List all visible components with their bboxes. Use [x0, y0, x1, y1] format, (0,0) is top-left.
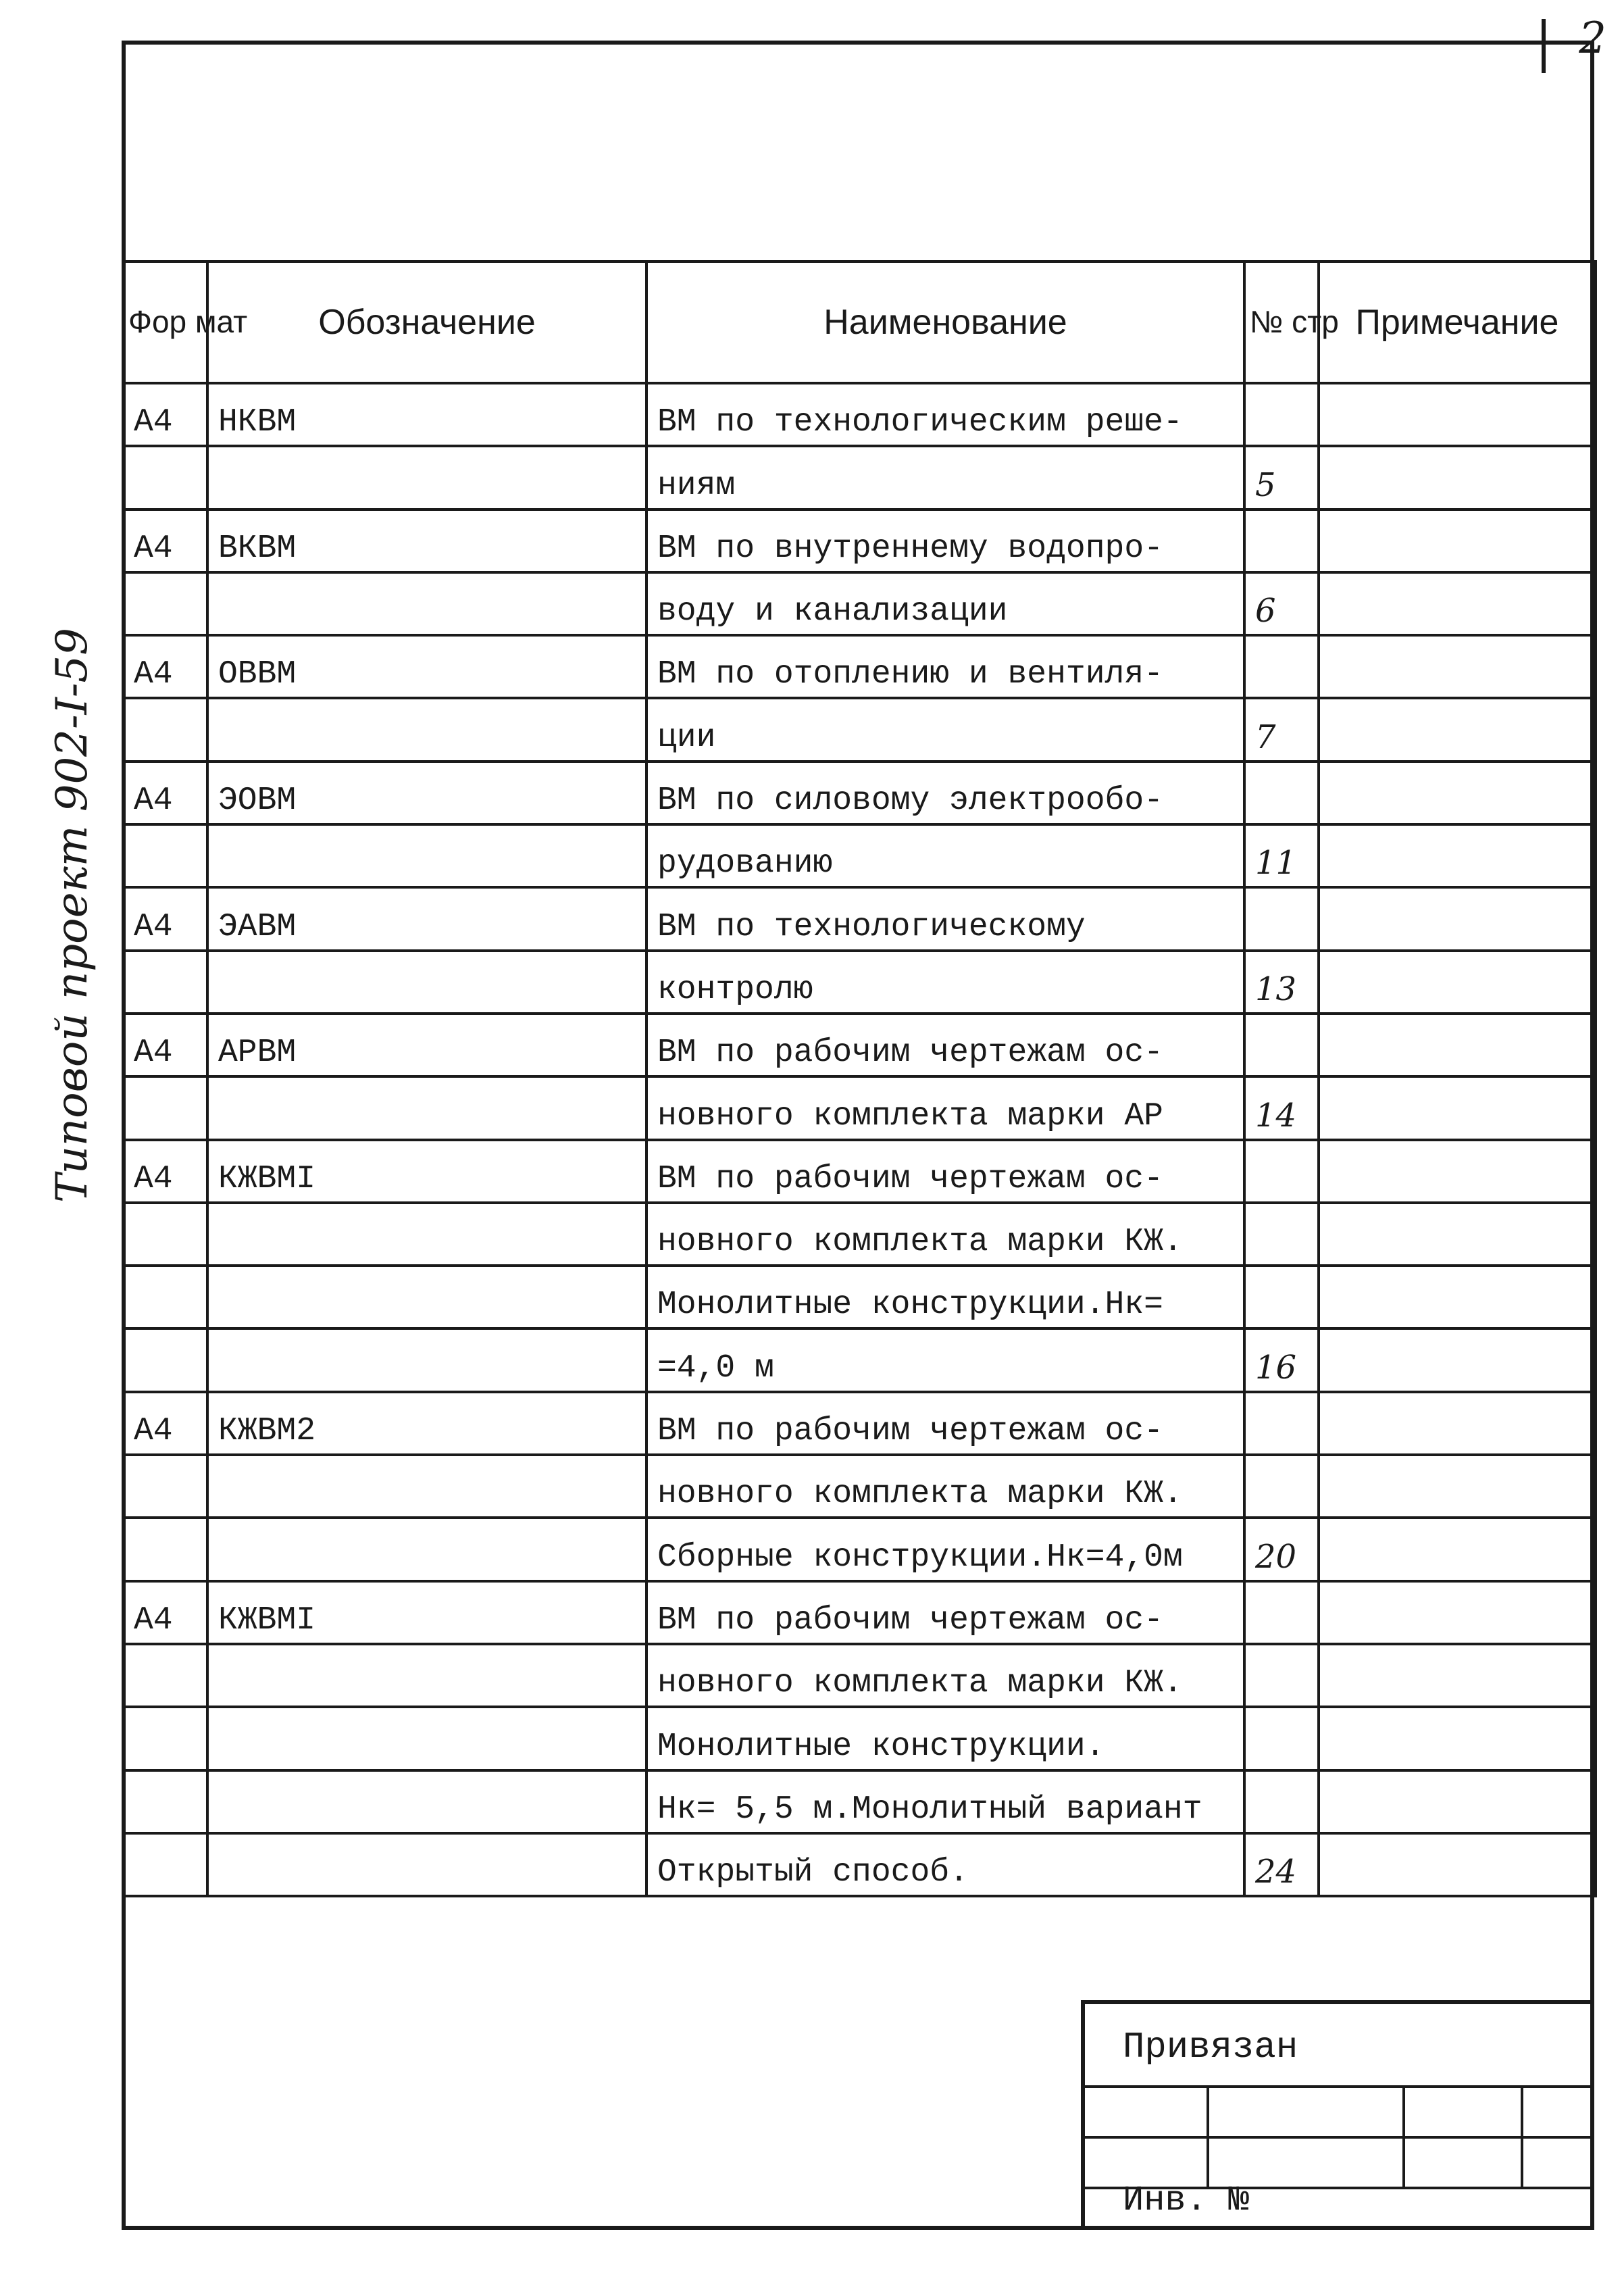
table-row	[123, 1140, 1596, 1203]
cell-designation	[207, 1707, 646, 1770]
cell-format: А4	[123, 1392, 207, 1455]
cell-designation	[207, 1266, 646, 1328]
header-note: Примечание	[1319, 262, 1596, 383]
cell-name: рудованию	[646, 824, 1244, 887]
table-row	[123, 446, 1596, 509]
cell-name: ВМ по рабочим чертежам ос-	[646, 1581, 1244, 1644]
cell-note	[1319, 762, 1596, 824]
cell-format	[123, 1266, 207, 1328]
cell-designation	[207, 1518, 646, 1580]
table-row	[123, 1455, 1596, 1518]
table-row	[123, 1707, 1596, 1770]
table-row	[123, 1581, 1596, 1644]
cell-designation	[207, 1455, 646, 1518]
table-row	[123, 1203, 1596, 1266]
cell-page: 11	[1244, 824, 1319, 887]
cell-format: А4	[123, 762, 207, 824]
cell-page	[1244, 1770, 1319, 1833]
cell-page	[1244, 1455, 1319, 1518]
table-row	[123, 887, 1596, 950]
cell-page: 20	[1244, 1518, 1319, 1580]
cell-name: ВМ по рабочим чертежам ос-	[646, 1140, 1244, 1203]
cell-designation: ВКВМ	[207, 509, 646, 572]
cell-format	[123, 698, 207, 761]
cell-designation: КЖВМ2	[207, 1392, 646, 1455]
cell-name: Нк= 5,5 м.Монолитный вариант	[646, 1770, 1244, 1833]
header-format: Фор мат	[123, 262, 207, 383]
cell-name: ВМ по внутреннему водопро-	[646, 509, 1244, 572]
cell-note	[1319, 1518, 1596, 1580]
cell-page: 13	[1244, 951, 1319, 1014]
cell-name: новного комплекта марки КЖ.	[646, 1455, 1244, 1518]
cell-format: А4	[123, 1140, 207, 1203]
cell-name: новного комплекта марки КЖ.	[646, 1203, 1244, 1266]
cell-designation: ОВВМ	[207, 635, 646, 698]
cell-format	[123, 824, 207, 887]
cell-designation	[207, 1644, 646, 1707]
cell-note	[1319, 1076, 1596, 1139]
cell-note	[1319, 1581, 1596, 1644]
cell-designation	[207, 1076, 646, 1139]
cell-page	[1244, 383, 1319, 446]
cell-name: ВМ по рабочим чертежам ос-	[646, 1014, 1244, 1076]
cell-page: 24	[1244, 1833, 1319, 1896]
header-designation: Обозначение	[207, 262, 646, 383]
stamp-title: Привязан	[1123, 2027, 1298, 2068]
table-row	[123, 762, 1596, 824]
cell-note	[1319, 1770, 1596, 1833]
cell-note	[1319, 951, 1596, 1014]
specification-table	[122, 260, 1597, 1897]
table-row	[123, 1014, 1596, 1076]
cell-name: Сборные конструкции.Нк=4,0м	[646, 1518, 1244, 1580]
cell-format	[123, 1455, 207, 1518]
cell-page: 16	[1244, 1328, 1319, 1391]
cell-designation: НКВМ	[207, 383, 646, 446]
cell-page	[1244, 635, 1319, 698]
cell-format	[123, 1076, 207, 1139]
cell-page	[1244, 1266, 1319, 1328]
cell-name: ВМ по рабочим чертежам ос-	[646, 1392, 1244, 1455]
cell-page	[1244, 887, 1319, 950]
cell-page	[1244, 762, 1319, 824]
cell-format: А4	[123, 383, 207, 446]
cell-designation	[207, 572, 646, 635]
cell-note	[1319, 1833, 1596, 1896]
stamp-line	[1085, 2085, 1590, 2088]
cell-page	[1244, 1581, 1319, 1644]
table-row	[123, 1644, 1596, 1707]
cell-page	[1244, 1644, 1319, 1707]
cell-note	[1319, 1140, 1596, 1203]
cell-name: ВМ по отоплению и вентиля-	[646, 635, 1244, 698]
cell-name: Открытый способ.	[646, 1833, 1244, 1896]
cell-note	[1319, 509, 1596, 572]
cell-name: ниям	[646, 446, 1244, 509]
table-row	[123, 1266, 1596, 1328]
cell-note	[1319, 635, 1596, 698]
cell-format: А4	[123, 887, 207, 950]
table-row	[123, 509, 1596, 572]
cell-designation: КЖВМI	[207, 1140, 646, 1203]
cell-designation	[207, 1328, 646, 1391]
header-page: № стр	[1244, 262, 1319, 383]
cell-note	[1319, 887, 1596, 950]
table-row	[123, 1076, 1596, 1139]
cell-note	[1319, 1266, 1596, 1328]
cell-page: 6	[1244, 572, 1319, 635]
table-row	[123, 1770, 1596, 1833]
side-label-project: Типовой проект 902-I-59	[47, 628, 97, 1203]
table-row	[123, 951, 1596, 1014]
cell-note	[1319, 698, 1596, 761]
table-row	[123, 1518, 1596, 1580]
cell-name: Монолитные конструкции.	[646, 1707, 1244, 1770]
table-row	[123, 698, 1596, 761]
cell-note	[1319, 446, 1596, 509]
cell-designation	[207, 824, 646, 887]
cell-designation	[207, 698, 646, 761]
cell-note	[1319, 1392, 1596, 1455]
cell-note	[1319, 824, 1596, 887]
cell-format: А4	[123, 1581, 207, 1644]
header-name: Наименование	[646, 262, 1244, 383]
cell-format: А4	[123, 635, 207, 698]
cell-format	[123, 1328, 207, 1391]
table-row	[123, 1833, 1596, 1896]
table-row	[123, 1392, 1596, 1455]
table-row	[123, 1328, 1596, 1391]
cell-name: ВМ по технологическим реше-	[646, 383, 1244, 446]
cell-page: 7	[1244, 698, 1319, 761]
cell-format	[123, 1707, 207, 1770]
cell-format	[123, 1203, 207, 1266]
cell-designation	[207, 951, 646, 1014]
cell-name: ции	[646, 698, 1244, 761]
cell-designation	[207, 1203, 646, 1266]
cell-note	[1319, 1644, 1596, 1707]
cell-name: Монолитные конструкции.Нк=	[646, 1266, 1244, 1328]
cell-designation: КЖВМI	[207, 1581, 646, 1644]
cell-designation	[207, 1770, 646, 1833]
cell-page	[1244, 1014, 1319, 1076]
cell-page	[1244, 1707, 1319, 1770]
stamp-divider	[1402, 2085, 1405, 2187]
page-number: 2	[1579, 14, 1606, 64]
table-body	[123, 383, 1596, 1896]
cell-page	[1244, 1392, 1319, 1455]
cell-page	[1244, 1203, 1319, 1266]
table-header-row	[123, 262, 1596, 383]
cell-page: 14	[1244, 1076, 1319, 1139]
cell-format	[123, 572, 207, 635]
cell-note	[1319, 1328, 1596, 1391]
cell-designation	[207, 1833, 646, 1896]
cell-page: 5	[1244, 446, 1319, 509]
cell-format: А4	[123, 509, 207, 572]
cell-designation: ЭАВМ	[207, 887, 646, 950]
cell-name: =4,0 м	[646, 1328, 1244, 1391]
cell-designation: ЭОВМ	[207, 762, 646, 824]
cell-format	[123, 1518, 207, 1580]
cell-designation	[207, 446, 646, 509]
cell-note	[1319, 1707, 1596, 1770]
cell-note	[1319, 1203, 1596, 1266]
cell-note	[1319, 572, 1596, 635]
cell-designation: АРВМ	[207, 1014, 646, 1076]
cell-name: ВМ по силовому электрообо-	[646, 762, 1244, 824]
cell-note	[1319, 383, 1596, 446]
cell-name: контролю	[646, 951, 1244, 1014]
cell-format	[123, 1644, 207, 1707]
binding-stamp	[1081, 2000, 1594, 2230]
cell-name: ВМ по технологическому	[646, 887, 1244, 950]
table-row	[123, 572, 1596, 635]
stamp-divider	[1521, 2085, 1523, 2187]
cell-name: новного комплекта марки КЖ.	[646, 1644, 1244, 1707]
cell-format: А4	[123, 1014, 207, 1076]
cell-format	[123, 446, 207, 509]
cell-note	[1319, 1014, 1596, 1076]
table-row	[123, 383, 1596, 446]
cell-page	[1244, 1140, 1319, 1203]
table-row	[123, 635, 1596, 698]
cell-name: воду и канализации	[646, 572, 1244, 635]
cell-format	[123, 1833, 207, 1896]
table-row	[123, 824, 1596, 887]
cell-name: новного комплекта марки АР	[646, 1076, 1244, 1139]
stamp-divider	[1207, 2085, 1209, 2187]
stamp-inventory-label: Инв. №	[1123, 2181, 1250, 2220]
stamp-line	[1085, 2136, 1590, 2139]
cell-note	[1319, 1455, 1596, 1518]
cell-format	[123, 1770, 207, 1833]
cell-page	[1244, 509, 1319, 572]
cell-format	[123, 951, 207, 1014]
